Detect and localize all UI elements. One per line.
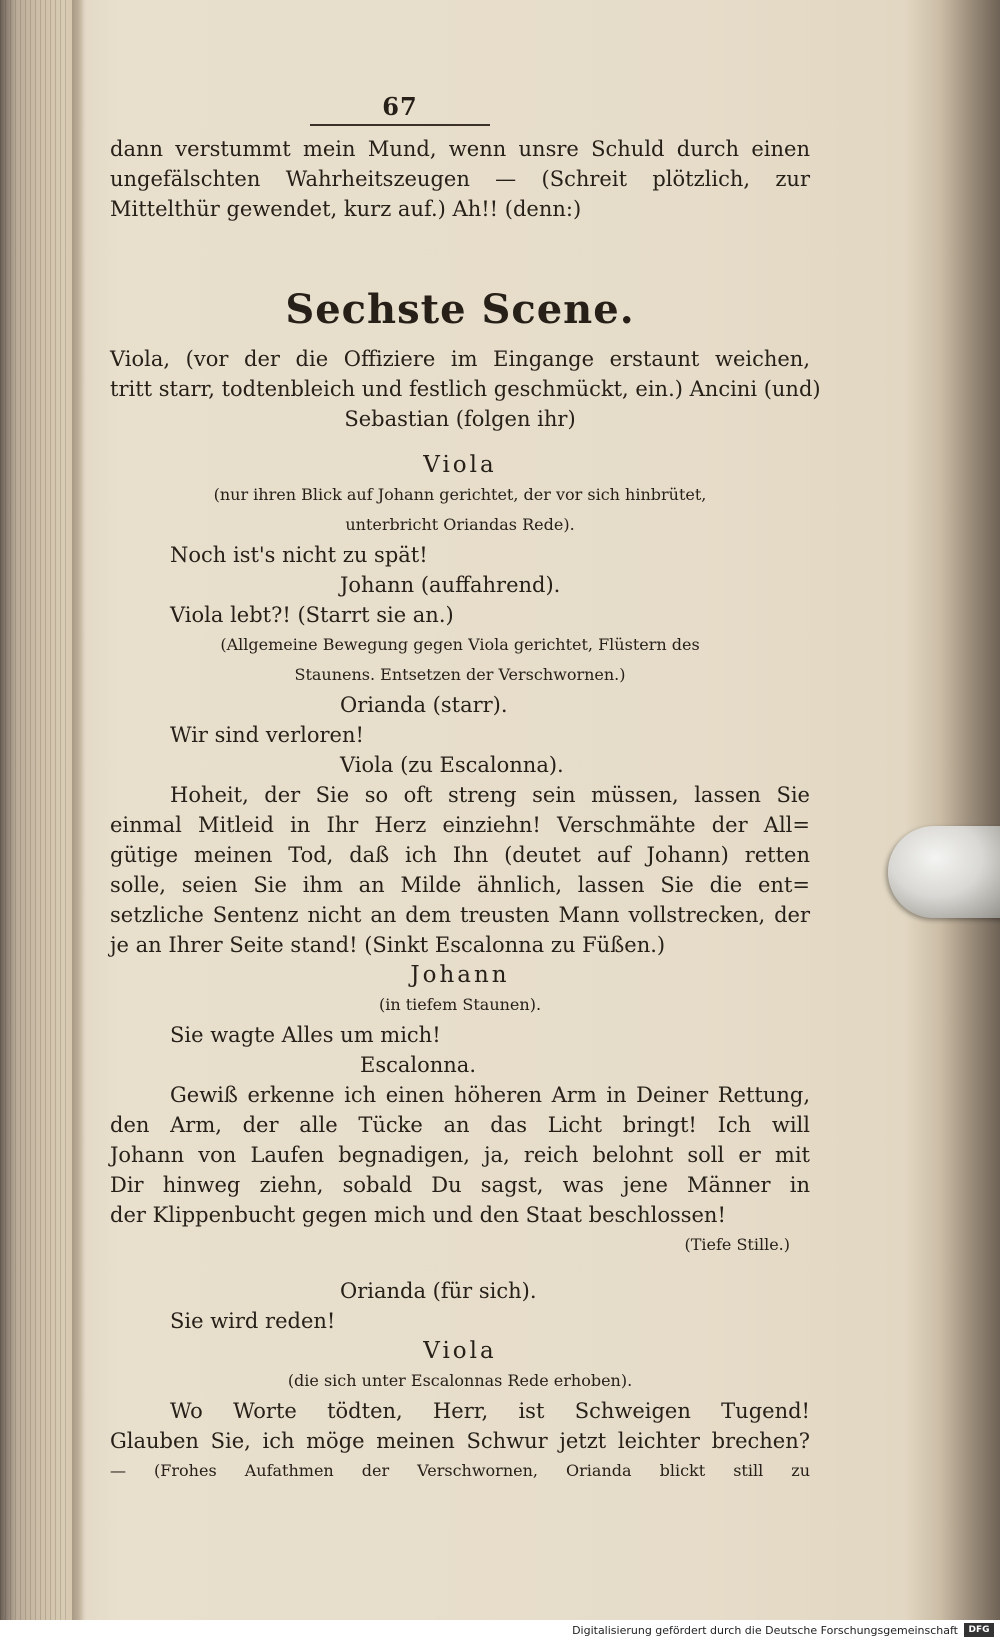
spine-shadow: [72, 0, 86, 1620]
dialogue-line: der Klippenbucht gegen mich und den Staat beschlossen!: [110, 1203, 726, 1227]
dialogue-line: Wo Worte tödten, Herr, ist Schweigen Tugend!: [170, 1399, 810, 1423]
text-line: dann verstummt mein Mund, wenn unsre Schuld durch einen: [110, 137, 810, 161]
dialogue-line: setzliche Sentenz nicht an dem treusten Mann vollstrecken, der: [110, 903, 810, 927]
dialogue-line: solle, seien Sie ihm an Milde ähnlich, lassen Sie die ent=: [110, 873, 810, 897]
stage-direction: (nur ihren Blick auf Johann gerichtet, der vor sich hinbrütet,: [213, 485, 707, 504]
speaker-name: Viola: [423, 1338, 497, 1364]
dialogue-line: den Arm, der alle Tücke an das Licht bringt! Ich will: [110, 1113, 810, 1137]
speaker-name: Escalonna.: [360, 1053, 476, 1077]
dialogue-line: Noch ist's nicht zu spät!: [170, 543, 428, 567]
dialogue-line: Wir sind verloren!: [170, 723, 364, 747]
speaker-name: Orianda (starr).: [340, 693, 508, 717]
dialogue-line: Johann von Laufen begnadigen, ja, reich belohnt soll er mit: [110, 1143, 810, 1167]
stage-direction: (in tiefem Staunen).: [378, 995, 542, 1014]
speaker-name: Viola (zu Escalonna).: [340, 753, 564, 777]
text-line: ungefälschten Wahrheitszeugen — (Schreit plötzlich, zur: [110, 167, 810, 191]
dialogue-line: Dir hinweg ziehn, sobald Du sagst, was jene Männer in: [110, 1173, 810, 1197]
page-edges: [0, 0, 70, 1620]
stage-direction: Staunens. Entsetzen der Verschwornen.): [294, 665, 626, 684]
dialogue-line: Viola lebt?! (Starrt sie an.): [170, 603, 454, 627]
stage-direction: Sebastian (folgen ihr): [344, 407, 576, 431]
dialogue-line: Hoheit, der Sie so oft streng sein müssen, lassen Sie: [170, 783, 810, 807]
dialogue-line: gütige meinen Tod, daß ich Ihn (deutet auf Johann) retten: [110, 843, 810, 867]
page-clip: [888, 826, 1000, 918]
speaker-name: Viola: [423, 452, 497, 478]
scene-title: Sechste Scene.: [285, 286, 635, 333]
stage-direction: unterbricht Oriandas Rede).: [345, 515, 575, 534]
speaker-name: Johann: [410, 962, 510, 988]
dialogue-line: Sie wagte Alles um mich!: [170, 1023, 441, 1047]
stage-direction: Viola, (vor der die Offiziere im Eingange erstaunt weichen,: [110, 347, 810, 371]
dialogue-line: Glauben Sie, ich möge meinen Schwur jetzt leichter brechen?: [110, 1429, 810, 1453]
stage-direction: (Allgemeine Bewegung gegen Viola gerichtet, Flüstern des: [220, 635, 700, 654]
dialogue-line: Sie wird reden!: [170, 1309, 336, 1333]
stage-direction: (die sich unter Escalonnas Rede erhoben).: [287, 1371, 633, 1390]
text-line: Mittelthür gewendet, kurz auf.) Ah!! (denn:): [110, 197, 582, 221]
stage-direction: — (Frohes Aufathmen der Verschwornen, Orianda blickt still zu: [110, 1461, 810, 1480]
dfg-logo: DFG: [964, 1623, 994, 1637]
stage-direction: tritt starr, todtenbleich und festlich geschmückt, ein.) Ancini (und): [110, 377, 821, 401]
footer-credit: Digitalisierung gefördert durch die Deutsche Forschungsgemeinschaft: [572, 1624, 958, 1637]
page-number: 67: [310, 90, 490, 126]
stage-direction: (Tiefe Stille.): [684, 1235, 790, 1254]
dialogue-line: einmal Mitleid in Ihr Herz einziehn! Verschmähte der All=: [110, 813, 810, 837]
dialogue-line: je an Ihrer Seite stand! (Sinkt Escalonna zu Füßen.): [110, 933, 666, 957]
dialogue-line: Gewiß erkenne ich einen höheren Arm in Deiner Rettung,: [170, 1083, 810, 1107]
footer-bar: [0, 1620, 1000, 1642]
speaker-name: Johann (auffahrend).: [340, 573, 561, 597]
page-text: [110, 90, 821, 1486]
speaker-name: Orianda (für sich).: [340, 1279, 537, 1303]
